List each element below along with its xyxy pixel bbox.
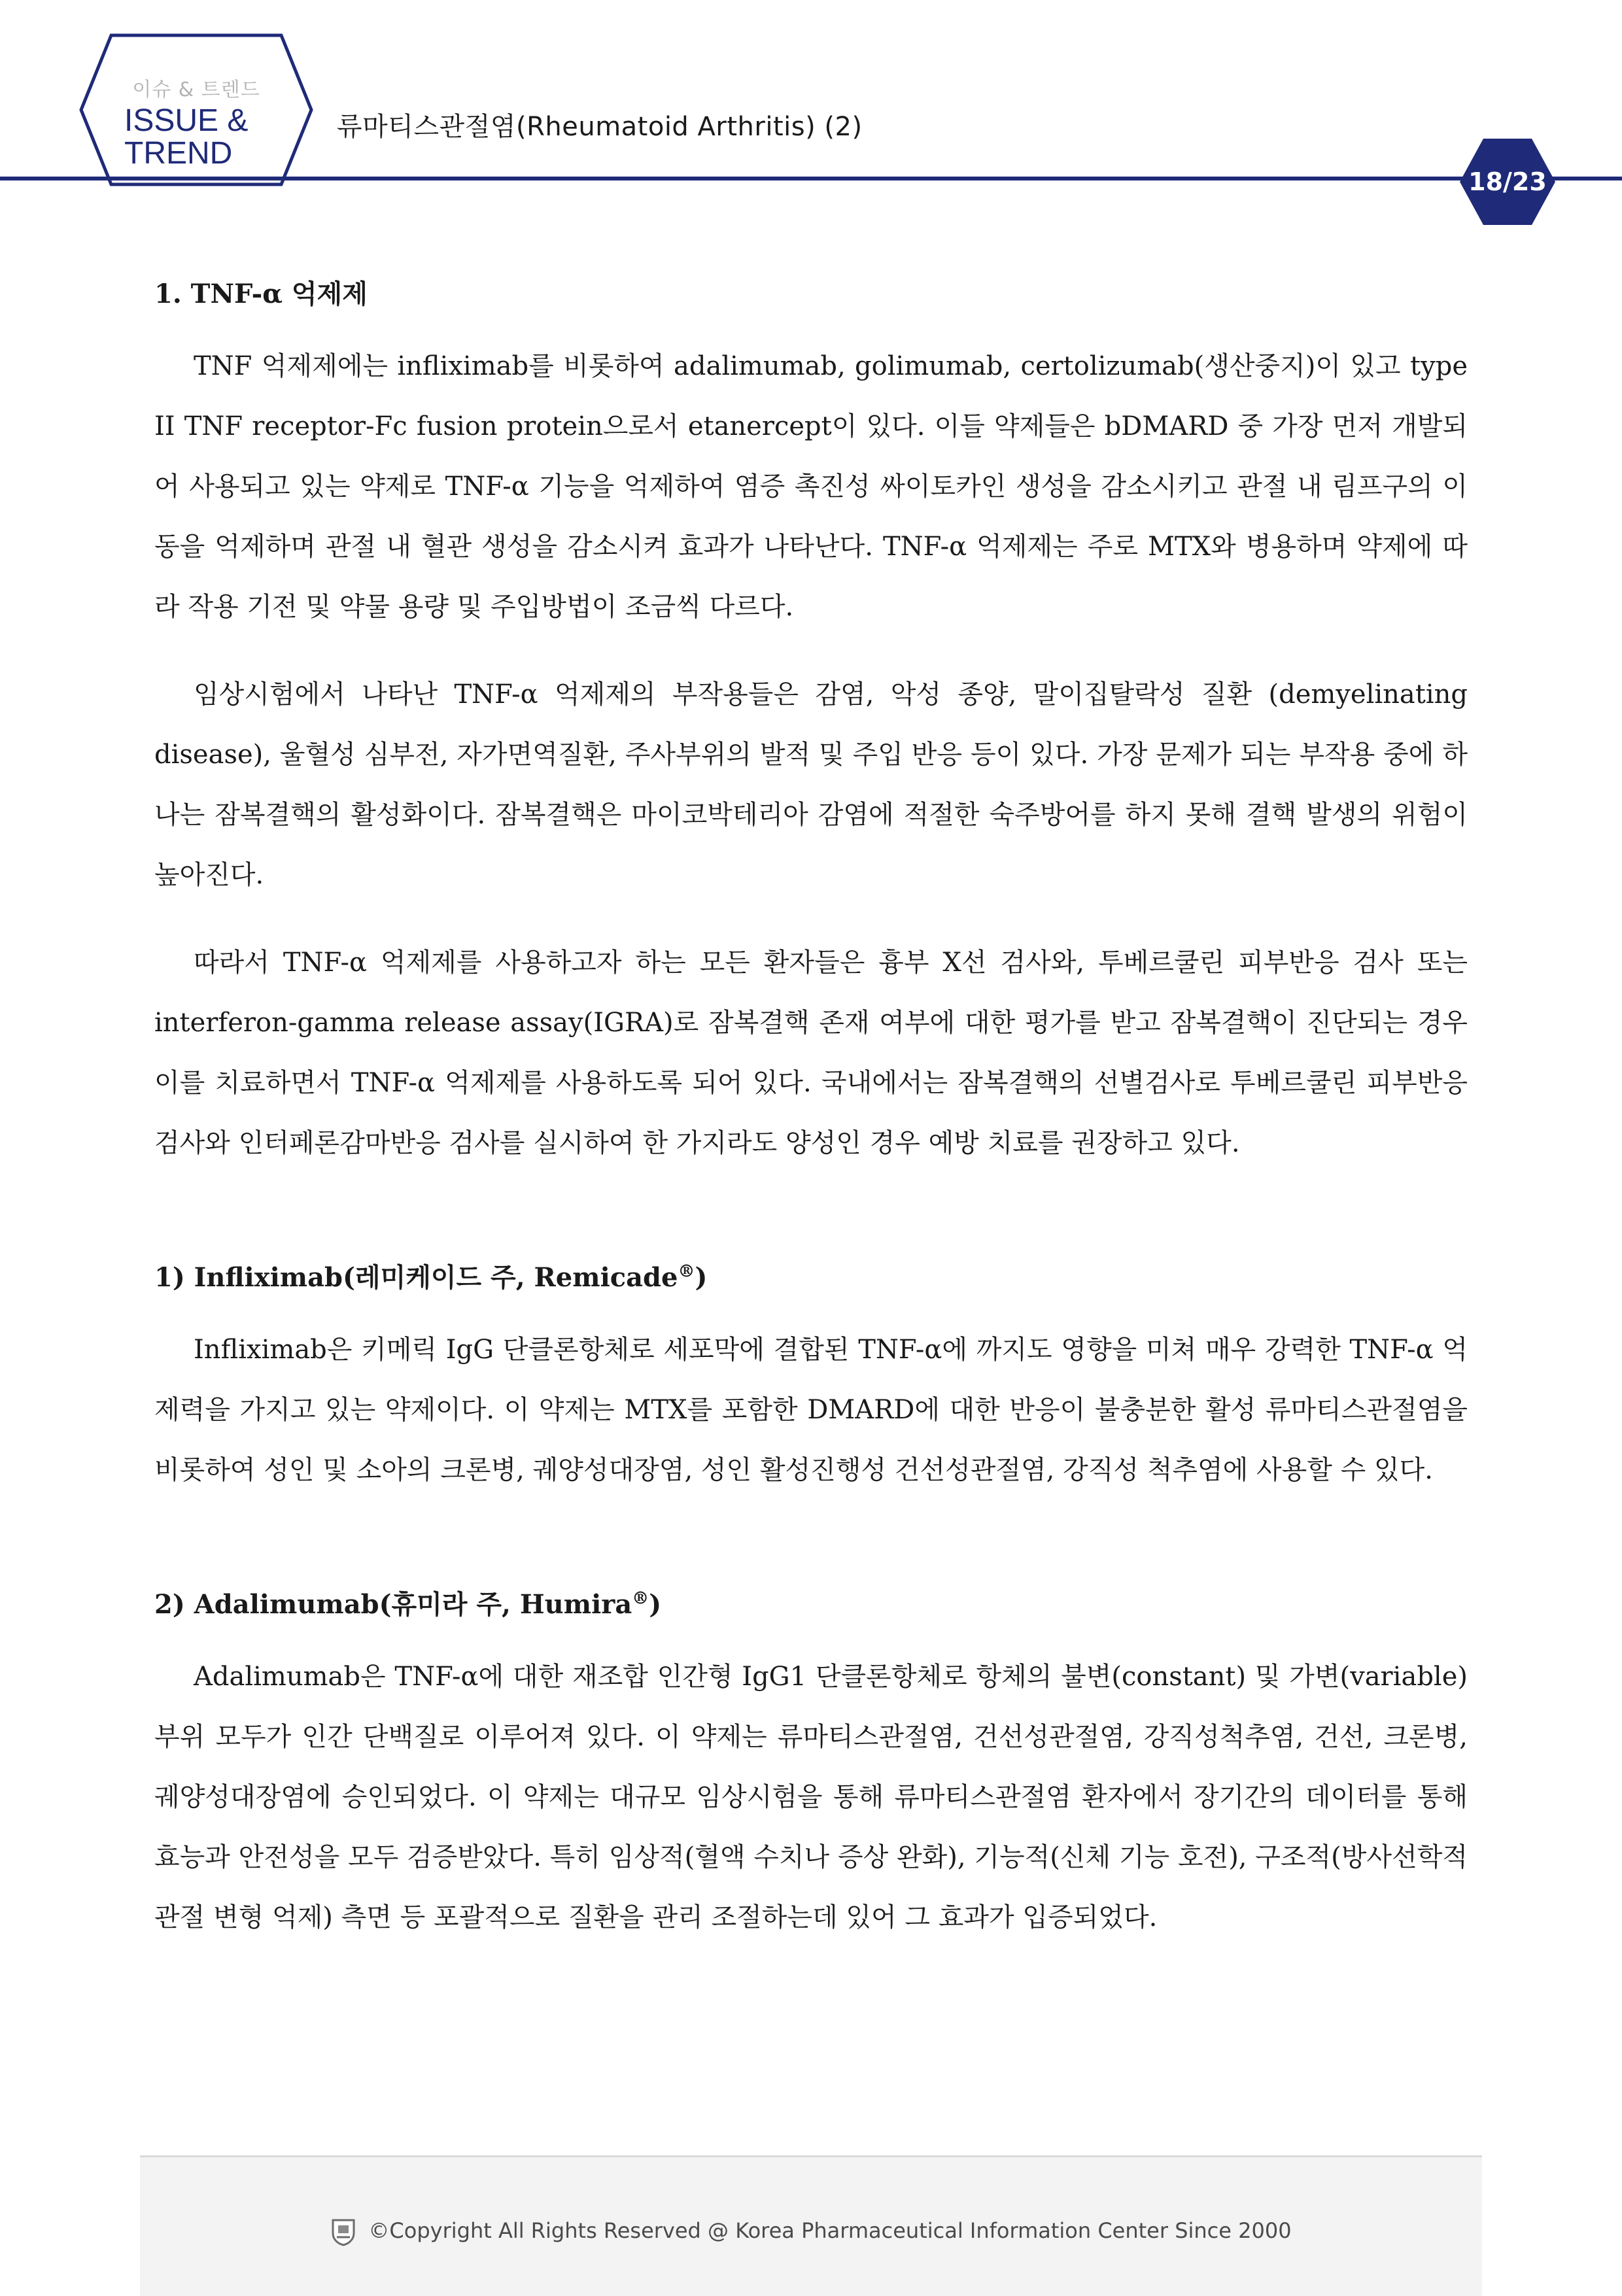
paragraph-infliximab: Infliximab은 키메릭 IgG 단클론항체로 세포막에 결합된 TNF-α에 까지도 영향을 미쳐 매우 강력한 TNF-α 억제력을 가지고 있는 약제이다. 이 약제는 MTX를 포함한 DMARD에 대한 반응이 불충분한 활성 류마티스관절염을 비롯하여 성인 및 소아의 크론병, 궤양성대장염, 성인 활성진행성 건선성관절염, 강직성 척추염에 사용할 수 있다. <box>154 1335 1468 1485</box>
article-body <box>154 275 1468 1947</box>
section-heading-tnf: 1. TNF-α 억제제 <box>154 279 368 309</box>
registered-mark: ® <box>678 1261 695 1282</box>
paragraph-tnf-overview: TNF 억제제에는 infliximab를 비롯하여 adalimumab, golimumab, certolizumab(생산중지)이 있고 type II TNF receptor-Fc fusion protein으로서 etanercept이 있다. 이들 약제들은 bDMARD 중 가장 먼저 개발되어 사용되고 있는 약제로 TNF-α 기능을 억제하여 염증 촉진성 싸이토카인 생성을 감소시키고 관절 내 림프구의 이동을 억제하며 관절 내 혈관 생성을 감소시켜 효과가 나타난다. TNF-α 억제제는 주로 MTX와 병용하며 약제에 따라 작용 기전 및 약물 용량 및 주입방법이 조금씩 다르다. <box>154 351 1468 622</box>
adalimumab-heading-end: ) <box>649 1589 662 1620</box>
page-title: 류마티스관절염(Rheumatoid Arthritis) (2) <box>337 112 863 142</box>
logo-title <box>124 105 294 170</box>
logo-title-line1: ISSUE & <box>124 103 249 138</box>
kpic-seal-icon <box>330 2218 356 2246</box>
infliximab-heading-text: 1) Infliximab(레미케이드 주, Remicade <box>154 1262 678 1293</box>
logo-subtitle: 이슈 & 트렌드 <box>132 78 260 101</box>
paragraph-tnf-side-effects: 임상시험에서 나타난 TNF-α 억제제의 부작용들은 감염, 악성 종양, 말이집탈락성 질환 (demyelinating disease), 울혈성 심부전, 자가면역질환, 주사부위의 발적 및 주입 반응 등이 있다. 가장 문제가 되는 부작용 중에 하나는 잠복결핵의 활성화이다. 잠복결핵은 마이코박테리아 감염에 적절한 숙주방어를 하지 못해 결핵 발생의 위험이 높아진다. <box>154 679 1468 890</box>
registered-mark: ® <box>632 1588 649 1609</box>
adalimumab-heading-text: 2) Adalimumab(휴미라 주, Humira <box>154 1589 632 1620</box>
page-number: 18/23 <box>1468 167 1547 196</box>
copyright-text: ©Copyright All Rights Reserved @ Korea Pharmaceutical Information Center Since 2000 <box>368 2218 1292 2243</box>
section-heading-adalimumab <box>154 1585 1468 1624</box>
paragraph-tnf-screening: 따라서 TNF-α 억제제를 사용하고자 하는 모든 환자들은 흉부 X선 검사와, 투베르쿨린 피부반응 검사 또는 interferon-gamma release assay(IGRA)로 잠복결핵 존재 여부에 대한 평가를 받고 잠복결핵이 진단되는 경우 이를 치료하면서 TNF-α 억제제를 사용하도록 되어 있다. 국내에서는 잠복결핵의 선별검사로 투베르쿨린 피부반응 검사와 인터페론감마반응 검사를 실시하여 한 가지라도 양성인 경우 예방 치료를 권장하고 있다. <box>154 948 1468 1158</box>
issue-trend-logo <box>78 33 314 187</box>
section-heading-infliximab <box>154 1258 1468 1297</box>
page-number-badge <box>1458 137 1557 226</box>
paragraph-adalimumab: Adalimumab은 TNF-α에 대한 재조합 인간형 IgG1 단클론항체로 항체의 불변(constant) 및 가변(variable) 부위 모두가 인간 단백질로 이루어져 있다. 이 약제는 류마티스관절염, 건선성관절염, 강직성척추염, 건선, 크론병, 궤양성대장염에 승인되었다. 이 약제는 대규모 임상시험을 통해 류마티스관절염 환자에서 장기간의 데이터를 통해 효능과 안전성을 모두 검증받았다. 특히 임상적(혈액 수치나 증상 완화), 기능적(신체 기능 호전), 구조적(방사선학적 관절 변형 억제) 측면 등 포괄적으로 질환을 관리 조절하는데 있어 그 효과가 입증되었다. <box>154 1662 1468 1932</box>
logo-title-line2: TREND <box>124 136 233 171</box>
infliximab-heading-end: ) <box>695 1262 708 1293</box>
header-rule <box>0 177 1622 180</box>
page-footer <box>140 2155 1482 2296</box>
